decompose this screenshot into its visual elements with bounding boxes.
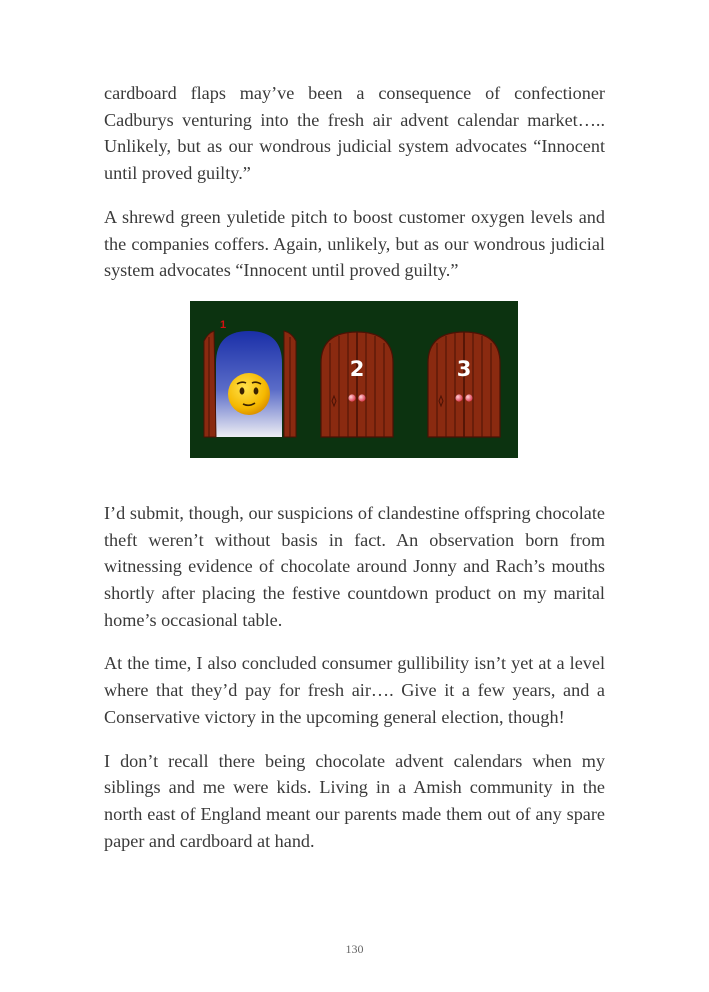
- paragraph: A shrewd green yuletide pitch to boost customer oxygen levels and the companies coffers. Again, unlikely, but as our wondrous judicial system advocates “Innocent until proved guilty.”: [104, 206, 605, 281]
- page-body: [104, 80, 605, 871]
- door-knob-icon: [455, 394, 462, 401]
- paragraph: At the time, I also concluded consumer gullibility isn’t yet at a level where that they’d pay for fresh air…. Give it a few years, and a Conservative victory in the upcoming general election, though!: [104, 653, 605, 727]
- door-knob-icon: [465, 394, 472, 401]
- door-2-closed: [321, 332, 393, 437]
- page-number: 130: [345, 942, 364, 956]
- door-knob-icon: [348, 394, 355, 401]
- door-3-number: 3: [456, 356, 472, 381]
- advent-doors-drawing: [190, 301, 518, 458]
- smiley-face-icon: [228, 373, 270, 415]
- door-1-number: 1: [220, 318, 227, 331]
- paragraph: I don’t recall there being chocolate advent calendars when my siblings and me were kids. Living in a Amish community in the north east of England meant our parents made them out of any spare paper and cardboard at hand.: [104, 750, 605, 851]
- door-1-open: [204, 319, 296, 437]
- paragraph: cardboard flaps may’ve been a consequence of confectioner Cadburys venturing into the fresh air advent calendar market….. Unlikely, but as our wondrous judicial system advocates “Innocent until proved guilty.”: [104, 83, 605, 184]
- advent-calendar-illustration: [190, 301, 518, 458]
- door-knob-icon: [358, 394, 365, 401]
- door-3-closed: [428, 332, 500, 437]
- door-2-number: 2: [349, 356, 365, 381]
- paragraph: I’d submit, though, our suspicions of clandestine offspring chocolate theft weren’t without basis in fact. An observation born from witnessing evidence of chocolate around Jonny and Rach’s mouths shortly after placing the festive countdown product on my marital home’s occasional table.: [104, 502, 605, 630]
